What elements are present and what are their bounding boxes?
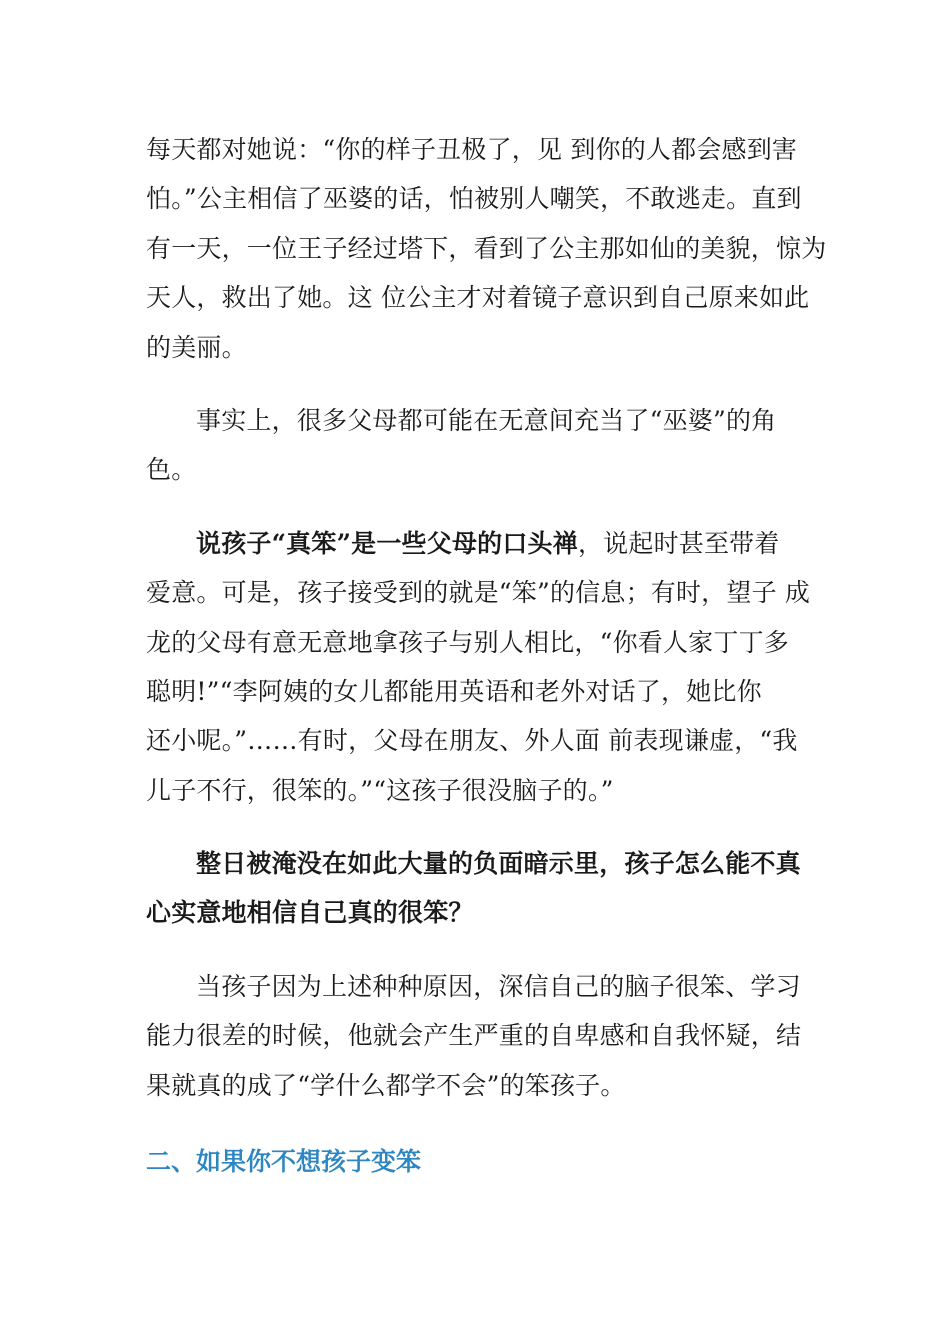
text-line: 有一天，一位王子经过塔下，看到了公主那如仙的美貌，惊为 — [146, 233, 827, 263]
text-line: 天人，救出了她。这 位公主才对着镜子意识到自己原来如此 — [146, 283, 810, 313]
text-line: 每天都对她说：“你的样子丑极了，见 到你的人都会感到害 — [146, 135, 798, 164]
text-run: ，说起时甚至带着 — [577, 528, 780, 558]
text-line: 龙的父母有意无意地拿孩子与别人相比，“你看人家丁丁多 — [146, 627, 789, 657]
text-line: 当孩子因为上述种种原因，深信自己的脑子很笨、学习 — [196, 971, 801, 1001]
text-line: 整日被淹没在如此大量的负面暗示里，孩子怎么能不真 — [196, 849, 801, 879]
paragraph-spacer — [146, 1110, 808, 1137]
document-page — [146, 125, 827, 1186]
paragraph-spacer — [146, 815, 808, 839]
section-heading: 二、如果你不想孩子变笨 — [146, 1147, 422, 1177]
text-line: 儿子不行，很笨的。”“这孩子很没脑子的。” — [146, 775, 614, 805]
text-line: 事实上，很多父母都可能在无意间充当了“巫婆”的角 — [196, 405, 777, 435]
bold-lead-text: 说孩子“真笨”是一些父母的口头禅 — [196, 528, 578, 558]
paragraph-5 — [146, 962, 808, 1110]
text-line: 果就真的成了“学什么都学不会”的笨孩子。 — [146, 1070, 626, 1100]
text-line: 色。 — [146, 455, 197, 485]
paragraph-spacer — [146, 495, 808, 519]
text-line: 还小呢。”……有时，父母在朋友、外人面 前表现谦虚，“我 — [146, 726, 798, 756]
paragraph-1 — [146, 125, 827, 372]
text-line: 爱意。可是，孩子接受到的就是“笨”的信息；有时，望子 成 — [146, 578, 811, 608]
paragraph-spacer — [146, 372, 808, 396]
paragraph-spacer — [146, 938, 808, 962]
text-line: 心实意地相信自己真的很笨？ — [146, 898, 474, 928]
paragraph-4 — [146, 839, 808, 938]
text-line: 的美丽。 — [146, 332, 247, 362]
text-line: 怕。”公主相信了巫婆的话，怕被别人嘲笑，不敢逃走。直到 — [146, 184, 802, 214]
text-line: 聪明!”“李阿姨的女儿都能用英语和老外对话了，她比你 — [146, 676, 762, 706]
paragraph-3 — [146, 519, 811, 815]
text-line: 能力很差的时候，他就会产生严重的自卑感和自我怀疑，结 — [146, 1021, 802, 1051]
text-line — [146, 519, 808, 568]
paragraph-2 — [146, 396, 808, 495]
